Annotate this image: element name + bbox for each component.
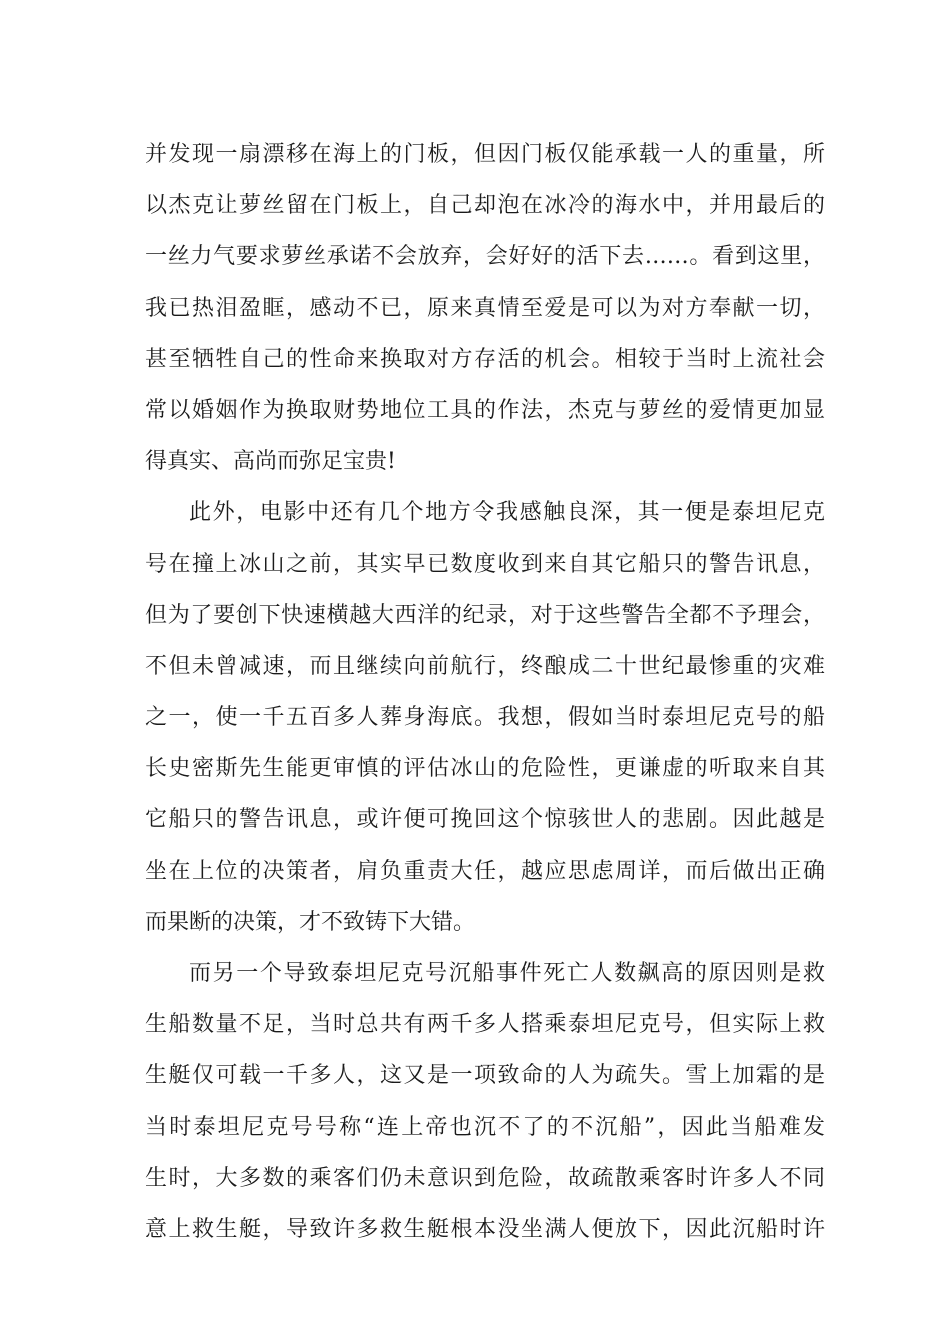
- text-line: 意上救生艇，导致许多救生艇根本没坐满人便放下，因此沉船时许: [145, 1216, 825, 1242]
- text-line: 生时，大多数的乘客们仍未意识到危险，故疏散乘客时许多人不同: [145, 1165, 825, 1191]
- text-line: 一丝力气要求萝丝承诺不会放弃，会好好的活下去……。看到这里，: [145, 244, 825, 270]
- text-line: 它船只的警告讯息，或许便可挽回这个惊骇世人的悲剧。因此越是: [145, 807, 825, 833]
- paragraph-first-line: 此外，电影中还有几个地方令我感触良深，其一便是泰坦尼克: [189, 500, 825, 526]
- text-line: 以杰克让萝丝留在门板上，自己却泡在冰冷的海水中，并用最后的: [145, 193, 825, 219]
- text-line: 生船数量不足，当时总共有两千多人搭乘泰坦尼克号，但实际上救: [145, 1012, 825, 1038]
- text-line: 我已热泪盈眶，感动不已，原来真情至爱是可以为对方奉献一切，: [145, 295, 825, 321]
- text-line: 之一，使一千五百多人葬身海底。我想，假如当时泰坦尼克号的船: [145, 705, 825, 731]
- paragraph-first-line: 而另一个导致泰坦尼克号沉船事件死亡人数飙高的原因则是救: [189, 961, 825, 986]
- text-line: 号在撞上冰山之前，其实早已数度收到来自其它船只的警告讯息，: [145, 551, 825, 577]
- text-line: 当时泰坦尼克号号称“连上帝也沉不了的不沉船”，因此当船难发: [145, 1114, 825, 1140]
- text-line: 长史密斯先生能更审慎的评估冰山的危险性，更谦虚的听取来自其: [145, 756, 825, 782]
- text-line: 但为了要创下快速横越大西洋的纪录，对于这些警告全都不予理会，: [145, 602, 825, 628]
- text-line: 坐在上位的决策者，肩负重责大任，越应思虑周详，而后做出正确: [145, 858, 825, 884]
- text-line: 而果断的决策，才不致铸下大错。: [145, 909, 476, 935]
- text-line: 不但未曾减速，而且继续向前航行，终酿成二十世纪最惨重的灾难: [145, 653, 825, 679]
- body-text: [145, 129, 825, 1255]
- text-line: 常以婚姻作为换取财势地位工具的作法，杰克与萝丝的爱情更加显: [145, 397, 825, 423]
- text-line: 并发现一扇漂移在海上的门板，但因门板仅能承载一人的重量，所: [145, 142, 825, 167]
- text-line: 得真实、高尚而弥足宝贵!: [145, 449, 396, 475]
- text-line: 甚至牺牲自己的性命来换取对方存活的机会。相较于当时上流社会: [145, 346, 825, 372]
- text-line: 生艇仅可载一千多人，这又是一项致命的人为疏失。雪上加霜的是: [145, 1063, 825, 1089]
